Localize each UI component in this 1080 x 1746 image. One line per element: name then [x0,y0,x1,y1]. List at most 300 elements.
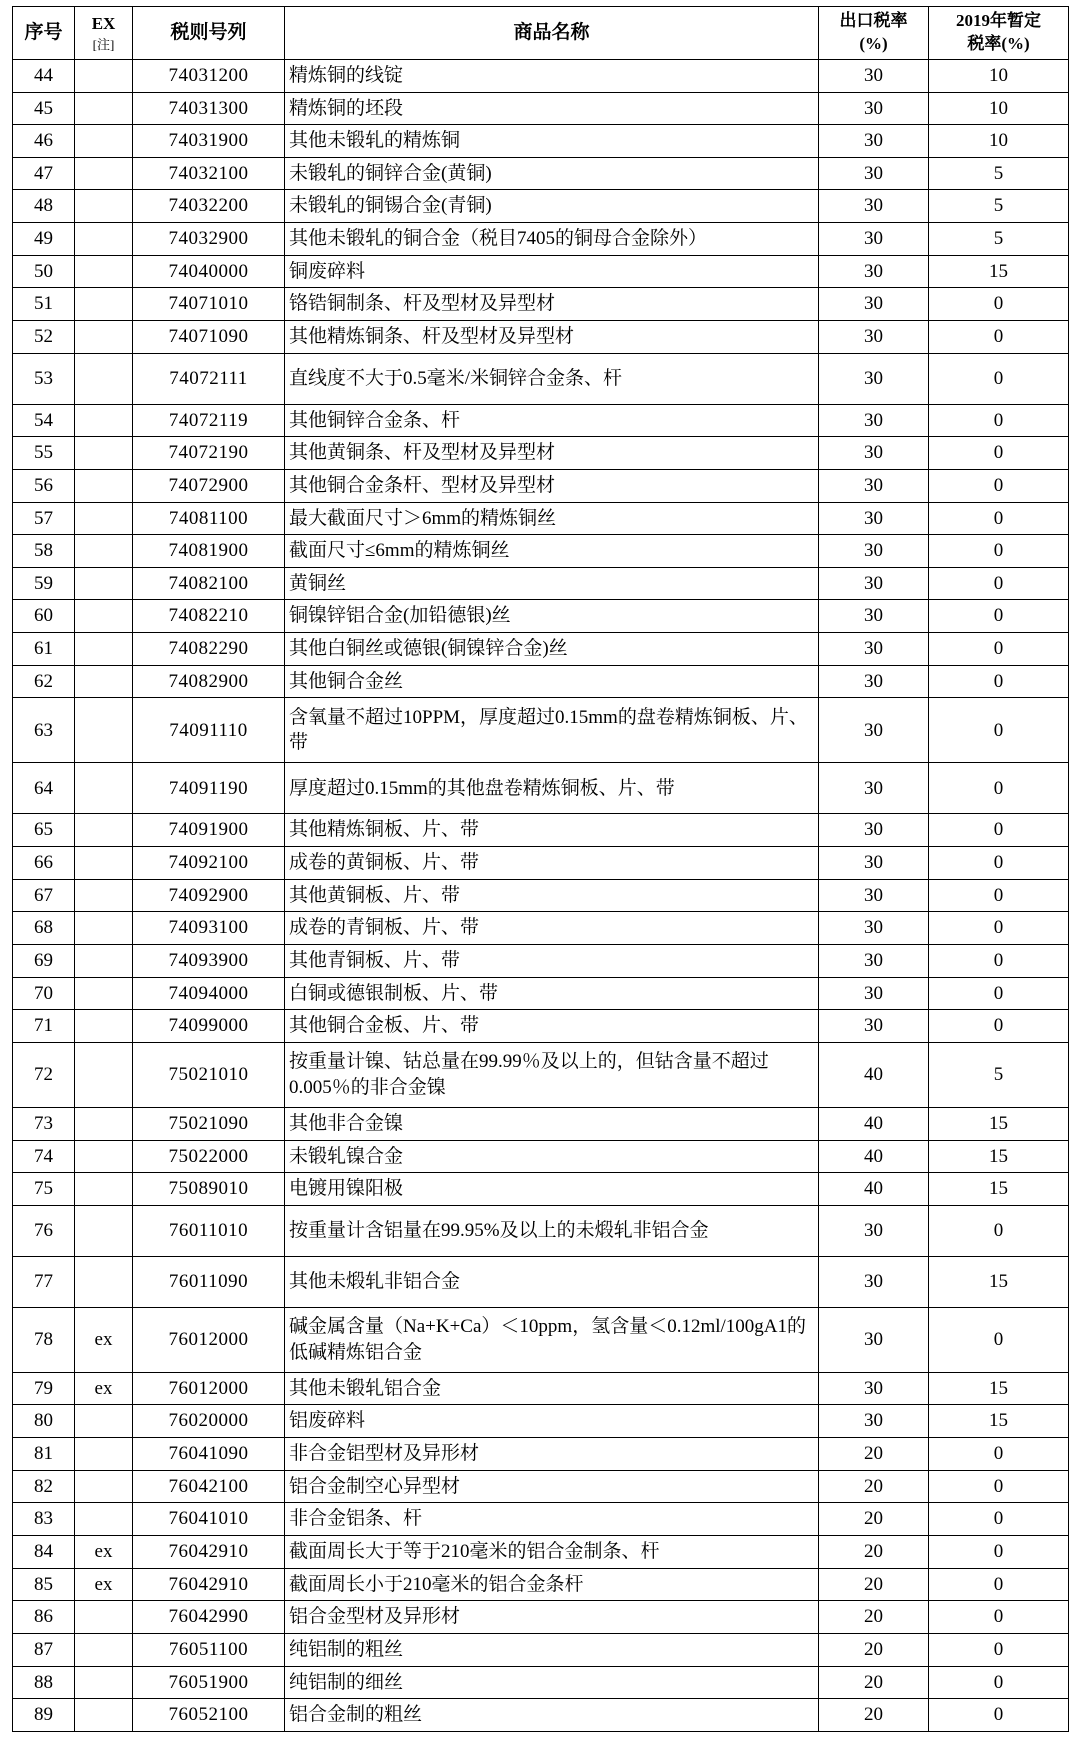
table-row [13,1042,1069,1107]
cell-export-rate: 30 [819,977,929,1010]
cell-commodity-name: 厚度超过0.15mm的其他盘卷精炼铜板、片、带 [285,763,819,814]
cell-sequence: 82 [13,1470,75,1503]
cell-commodity-name: 其他青铜板、片、带 [285,944,819,977]
cell-export-rate: 30 [819,698,929,763]
cell-export-rate: 30 [819,255,929,288]
cell-tariff-code: 74031200 [133,59,285,92]
cell-commodity-name: 铜镍锌铝合金(加铅德银)丝 [285,600,819,633]
cell-commodity-name: 成卷的青铜板、片、带 [285,912,819,945]
cell-export-rate: 40 [819,1173,929,1206]
cell-sequence: 60 [13,600,75,633]
cell-tariff-code: 74093900 [133,944,285,977]
cell-export-rate: 20 [819,1601,929,1634]
cell-commodity-name: 未锻轧的铜锡合金(青铜) [285,190,819,223]
cell-commodity-name: 其他精炼铜条、杆及型材及异型材 [285,321,819,354]
cell-export-rate: 30 [819,321,929,354]
cell-2019-provisional-rate: 10 [929,125,1069,158]
cell-tariff-code: 74072900 [133,469,285,502]
cell-tariff-code: 76041010 [133,1503,285,1536]
cell-ex-flag [75,912,133,945]
cell-ex-flag [75,1470,133,1503]
table-row [13,1699,1069,1732]
cell-tariff-code: 74072119 [133,404,285,437]
cell-ex-flag [75,1205,133,1256]
cell-2019-provisional-rate: 0 [929,535,1069,568]
cell-export-rate: 30 [819,1405,929,1438]
cell-ex-flag [75,1438,133,1471]
cell-commodity-name: 精炼铜的线锭 [285,59,819,92]
table-row [13,1536,1069,1569]
cell-commodity-name: 碱金属含量（Na+K+Ca）＜10ppm，氢含量＜0.12ml/100gA1的低碱精炼铝合金 [285,1307,819,1372]
cell-ex-flag [75,59,133,92]
cell-sequence: 76 [13,1205,75,1256]
cell-commodity-name: 其他未煅轧非铝合金 [285,1256,819,1307]
cell-2019-provisional-rate: 0 [929,321,1069,354]
cell-export-rate: 30 [819,912,929,945]
table-row [13,125,1069,158]
cell-commodity-name: 其他未锻轧铝合金 [285,1372,819,1405]
cell-commodity-name: 精炼铜的坯段 [285,92,819,125]
cell-2019-provisional-rate: 0 [929,1601,1069,1634]
table-row [13,1601,1069,1634]
cell-export-rate: 20 [819,1470,929,1503]
cell-tariff-code: 74032200 [133,190,285,223]
cell-export-rate: 30 [819,814,929,847]
cell-sequence: 58 [13,535,75,568]
cell-commodity-name: 铝合金型材及异形材 [285,1601,819,1634]
cell-tariff-code: 76052100 [133,1699,285,1732]
cell-2019-provisional-rate: 0 [929,1666,1069,1699]
cell-commodity-name: 直线度不大于0.5毫米/米铜锌合金条、杆 [285,353,819,404]
table-row [13,944,1069,977]
table-row [13,1666,1069,1699]
cell-commodity-name: 其他非合金镍 [285,1107,819,1140]
cell-2019-provisional-rate: 0 [929,469,1069,502]
table-row [13,600,1069,633]
cell-commodity-name: 其他铜锌合金条、杆 [285,404,819,437]
cell-export-rate: 40 [819,1140,929,1173]
cell-ex-flag [75,535,133,568]
cell-tariff-code: 74091190 [133,763,285,814]
table-row [13,814,1069,847]
cell-sequence: 55 [13,437,75,470]
cell-2019-provisional-rate: 0 [929,1307,1069,1372]
cell-tariff-code: 76011090 [133,1256,285,1307]
cell-commodity-name: 电镀用镍阳极 [285,1173,819,1206]
table-row [13,353,1069,404]
table-row [13,567,1069,600]
cell-sequence: 54 [13,404,75,437]
cell-ex-flag [75,944,133,977]
table-row [13,1107,1069,1140]
cell-tariff-code: 76012000 [133,1372,285,1405]
cell-2019-provisional-rate: 0 [929,437,1069,470]
table-row [13,157,1069,190]
cell-export-rate: 40 [819,1042,929,1107]
cell-commodity-name: 其他精炼铜板、片、带 [285,814,819,847]
table-row [13,847,1069,880]
cell-2019-provisional-rate: 0 [929,1699,1069,1732]
table-row [13,1405,1069,1438]
cell-ex-flag [75,698,133,763]
cell-sequence: 56 [13,469,75,502]
cell-2019-provisional-rate: 0 [929,944,1069,977]
cell-export-rate: 30 [819,469,929,502]
table-row [13,255,1069,288]
cell-sequence: 65 [13,814,75,847]
cell-sequence: 66 [13,847,75,880]
cell-2019-provisional-rate: 0 [929,502,1069,535]
column-header-2019-rate-main: 2019年暂定 [956,11,1041,30]
cell-sequence: 68 [13,912,75,945]
cell-sequence: 78 [13,1307,75,1372]
table-row [13,502,1069,535]
cell-tariff-code: 76042100 [133,1470,285,1503]
tariff-table [12,6,1069,1732]
cell-2019-provisional-rate: 0 [929,879,1069,912]
cell-ex-flag [75,125,133,158]
cell-tariff-code: 74094000 [133,977,285,1010]
cell-export-rate: 30 [819,944,929,977]
column-header-export-rate [819,7,929,60]
cell-commodity-name: 白铜或德银制板、片、带 [285,977,819,1010]
cell-commodity-name: 按重量计镍、钴总量在99.99％及以上的，但钴含量不超过0.005％的非合金镍 [285,1042,819,1107]
table-row [13,1470,1069,1503]
cell-tariff-code: 74092900 [133,879,285,912]
cell-sequence: 86 [13,1601,75,1634]
table-row [13,977,1069,1010]
cell-export-rate: 30 [819,1372,929,1405]
cell-tariff-code: 74072111 [133,353,285,404]
header-row [13,7,1069,60]
table-row [13,190,1069,223]
cell-2019-provisional-rate: 0 [929,698,1069,763]
cell-ex-flag [75,255,133,288]
cell-2019-provisional-rate: 15 [929,1140,1069,1173]
cell-commodity-name: 铝废碎料 [285,1405,819,1438]
cell-ex-flag [75,190,133,223]
cell-2019-provisional-rate: 5 [929,223,1069,256]
cell-2019-provisional-rate: 0 [929,1470,1069,1503]
cell-ex-flag [75,977,133,1010]
table-row [13,223,1069,256]
cell-export-rate: 40 [819,1107,929,1140]
cell-commodity-name: 其他未锻轧的精炼铜 [285,125,819,158]
cell-tariff-code: 76020000 [133,1405,285,1438]
cell-2019-provisional-rate: 0 [929,1205,1069,1256]
cell-export-rate: 30 [819,404,929,437]
cell-ex-flag [75,321,133,354]
cell-sequence: 79 [13,1372,75,1405]
table-row [13,633,1069,666]
cell-sequence: 80 [13,1405,75,1438]
cell-ex-flag [75,1010,133,1043]
cell-export-rate: 30 [819,847,929,880]
cell-export-rate: 30 [819,1256,929,1307]
cell-export-rate: 20 [819,1568,929,1601]
cell-ex-flag [75,223,133,256]
cell-ex-flag [75,1405,133,1438]
cell-2019-provisional-rate: 5 [929,1042,1069,1107]
cell-export-rate: 30 [819,1010,929,1043]
cell-sequence: 67 [13,879,75,912]
cell-tariff-code: 74032900 [133,223,285,256]
cell-tariff-code: 75021090 [133,1107,285,1140]
cell-2019-provisional-rate: 0 [929,288,1069,321]
cell-sequence: 85 [13,1568,75,1601]
table-row [13,912,1069,945]
cell-sequence: 48 [13,190,75,223]
cell-export-rate: 30 [819,763,929,814]
table-row [13,59,1069,92]
cell-export-rate: 20 [819,1633,929,1666]
cell-commodity-name: 铝合金制的粗丝 [285,1699,819,1732]
cell-commodity-name: 其他黄铜板、片、带 [285,879,819,912]
table-row [13,1568,1069,1601]
cell-sequence: 57 [13,502,75,535]
table-row [13,879,1069,912]
table-body [13,59,1069,1731]
table-row [13,404,1069,437]
cell-export-rate: 30 [819,59,929,92]
cell-ex-flag [75,1601,133,1634]
cell-sequence: 70 [13,977,75,1010]
table-row [13,1256,1069,1307]
cell-2019-provisional-rate: 0 [929,600,1069,633]
cell-sequence: 50 [13,255,75,288]
column-header-seq: 序号 [13,7,75,60]
cell-tariff-code: 74071010 [133,288,285,321]
table-row [13,1372,1069,1405]
cell-2019-provisional-rate: 5 [929,157,1069,190]
cell-tariff-code: 74082290 [133,633,285,666]
cell-export-rate: 30 [819,92,929,125]
cell-ex-flag [75,502,133,535]
cell-commodity-name: 未锻轧镍合金 [285,1140,819,1173]
cell-ex-flag [75,763,133,814]
column-header-ex-note: [注] [92,36,115,52]
cell-ex-flag [75,92,133,125]
table-row [13,1633,1069,1666]
cell-ex-flag [75,1140,133,1173]
cell-2019-provisional-rate: 0 [929,404,1069,437]
cell-2019-provisional-rate: 15 [929,1372,1069,1405]
cell-sequence: 75 [13,1173,75,1206]
cell-sequence: 53 [13,353,75,404]
cell-commodity-name: 其他铜合金板、片、带 [285,1010,819,1043]
cell-2019-provisional-rate: 15 [929,1256,1069,1307]
cell-ex-flag: ex [75,1536,133,1569]
cell-sequence: 74 [13,1140,75,1173]
cell-export-rate: 30 [819,665,929,698]
cell-commodity-name: 含氧量不超过10PPM，厚度超过0.15mm的盘卷精炼铜板、片、带 [285,698,819,763]
column-header-2019-rate [929,7,1069,60]
table-row [13,1205,1069,1256]
table-row [13,92,1069,125]
cell-commodity-name: 纯铝制的细丝 [285,1666,819,1699]
cell-export-rate: 30 [819,633,929,666]
cell-commodity-name: 纯铝制的粗丝 [285,1633,819,1666]
cell-commodity-name: 其他白铜丝或德银(铜镍锌合金)丝 [285,633,819,666]
cell-2019-provisional-rate: 0 [929,633,1069,666]
cell-export-rate: 30 [819,600,929,633]
cell-ex-flag [75,469,133,502]
cell-tariff-code: 74099000 [133,1010,285,1043]
cell-2019-provisional-rate: 0 [929,814,1069,847]
table-row [13,1307,1069,1372]
cell-sequence: 64 [13,763,75,814]
cell-export-rate: 20 [819,1699,929,1732]
table-row [13,535,1069,568]
cell-export-rate: 30 [819,157,929,190]
cell-export-rate: 20 [819,1666,929,1699]
cell-sequence: 88 [13,1666,75,1699]
table-row [13,1438,1069,1471]
cell-commodity-name: 非合金铝条、杆 [285,1503,819,1536]
cell-ex-flag [75,633,133,666]
cell-commodity-name: 其他铜合金丝 [285,665,819,698]
cell-tariff-code: 76051900 [133,1666,285,1699]
table-row [13,1173,1069,1206]
table-row [13,469,1069,502]
cell-export-rate: 30 [819,502,929,535]
cell-export-rate: 30 [819,288,929,321]
table-row [13,763,1069,814]
cell-2019-provisional-rate: 0 [929,977,1069,1010]
cell-export-rate: 20 [819,1503,929,1536]
cell-tariff-code: 74093100 [133,912,285,945]
cell-sequence: 61 [13,633,75,666]
cell-export-rate: 30 [819,190,929,223]
cell-export-rate: 30 [819,567,929,600]
cell-tariff-code: 74092100 [133,847,285,880]
cell-sequence: 77 [13,1256,75,1307]
cell-tariff-code: 74040000 [133,255,285,288]
cell-tariff-code: 74071090 [133,321,285,354]
cell-export-rate: 20 [819,1438,929,1471]
cell-ex-flag [75,1256,133,1307]
column-header-ex [75,7,133,60]
table-header [13,7,1069,60]
table-row [13,288,1069,321]
cell-export-rate: 30 [819,1307,929,1372]
cell-2019-provisional-rate: 0 [929,912,1069,945]
cell-tariff-code: 74081100 [133,502,285,535]
cell-commodity-name: 按重量计含铝量在99.95%及以上的未煅轧非铝合金 [285,1205,819,1256]
cell-sequence: 63 [13,698,75,763]
cell-2019-provisional-rate: 10 [929,92,1069,125]
cell-sequence: 51 [13,288,75,321]
cell-2019-provisional-rate: 0 [929,1503,1069,1536]
cell-commodity-name: 铝合金制空心异型材 [285,1470,819,1503]
cell-2019-provisional-rate: 0 [929,1536,1069,1569]
cell-sequence: 52 [13,321,75,354]
cell-tariff-code: 74081900 [133,535,285,568]
table-row [13,437,1069,470]
cell-ex-flag [75,353,133,404]
cell-sequence: 72 [13,1042,75,1107]
cell-tariff-code: 76012000 [133,1307,285,1372]
cell-ex-flag [75,847,133,880]
cell-ex-flag: ex [75,1307,133,1372]
cell-commodity-name: 其他铜合金条杆、型材及异型材 [285,469,819,502]
cell-tariff-code: 76041090 [133,1438,285,1471]
cell-sequence: 45 [13,92,75,125]
cell-commodity-name: 非合金铝型材及异形材 [285,1438,819,1471]
cell-export-rate: 30 [819,353,929,404]
cell-sequence: 87 [13,1633,75,1666]
table-row [13,665,1069,698]
cell-ex-flag [75,404,133,437]
cell-2019-provisional-rate: 0 [929,1568,1069,1601]
column-header-ex-main: EX [91,13,116,33]
cell-ex-flag [75,437,133,470]
cell-tariff-code: 76011010 [133,1205,285,1256]
cell-ex-flag: ex [75,1372,133,1405]
cell-export-rate: 30 [819,437,929,470]
cell-commodity-name: 截面周长大于等于210毫米的铝合金制条、杆 [285,1536,819,1569]
table-row [13,1010,1069,1043]
cell-ex-flag [75,814,133,847]
cell-2019-provisional-rate: 0 [929,763,1069,814]
column-header-2019-rate-unit: 税率(%) [967,33,1030,53]
cell-sequence: 46 [13,125,75,158]
cell-commodity-name: 铜废碎料 [285,255,819,288]
cell-ex-flag: ex [75,1568,133,1601]
cell-export-rate: 30 [819,879,929,912]
cell-commodity-name: 铬锆铜制条、杆及型材及异型材 [285,288,819,321]
cell-2019-provisional-rate: 0 [929,567,1069,600]
table-row [13,1140,1069,1173]
cell-sequence: 89 [13,1699,75,1732]
cell-2019-provisional-rate: 0 [929,1010,1069,1043]
cell-ex-flag [75,1042,133,1107]
cell-ex-flag [75,1173,133,1206]
cell-export-rate: 20 [819,1536,929,1569]
cell-export-rate: 30 [819,535,929,568]
column-header-export-rate-main: 出口税率 [839,11,908,30]
cell-commodity-name: 成卷的黄铜板、片、带 [285,847,819,880]
cell-sequence: 49 [13,223,75,256]
cell-tariff-code: 74091110 [133,698,285,763]
cell-tariff-code: 74082900 [133,665,285,698]
cell-ex-flag [75,1666,133,1699]
cell-ex-flag [75,1503,133,1536]
cell-sequence: 73 [13,1107,75,1140]
cell-export-rate: 30 [819,223,929,256]
cell-commodity-name: 未锻轧的铜锌合金(黄铜) [285,157,819,190]
cell-2019-provisional-rate: 15 [929,1405,1069,1438]
cell-tariff-code: 74091900 [133,814,285,847]
table-row [13,1503,1069,1536]
cell-sequence: 83 [13,1503,75,1536]
cell-sequence: 47 [13,157,75,190]
cell-commodity-name: 其他黄铜条、杆及型材及异型材 [285,437,819,470]
cell-2019-provisional-rate: 0 [929,665,1069,698]
cell-sequence: 62 [13,665,75,698]
cell-export-rate: 30 [819,1205,929,1256]
cell-commodity-name: 最大截面尺寸＞6mm的精炼铜丝 [285,502,819,535]
cell-ex-flag [75,665,133,698]
cell-tariff-code: 76042910 [133,1568,285,1601]
column-header-export-rate-unit: (%) [859,33,888,53]
cell-ex-flag [75,157,133,190]
cell-tariff-code: 74082210 [133,600,285,633]
column-header-name: 商品名称 [285,7,819,60]
cell-ex-flag [75,567,133,600]
column-header-code: 税则号列 [133,7,285,60]
cell-ex-flag [75,1699,133,1732]
